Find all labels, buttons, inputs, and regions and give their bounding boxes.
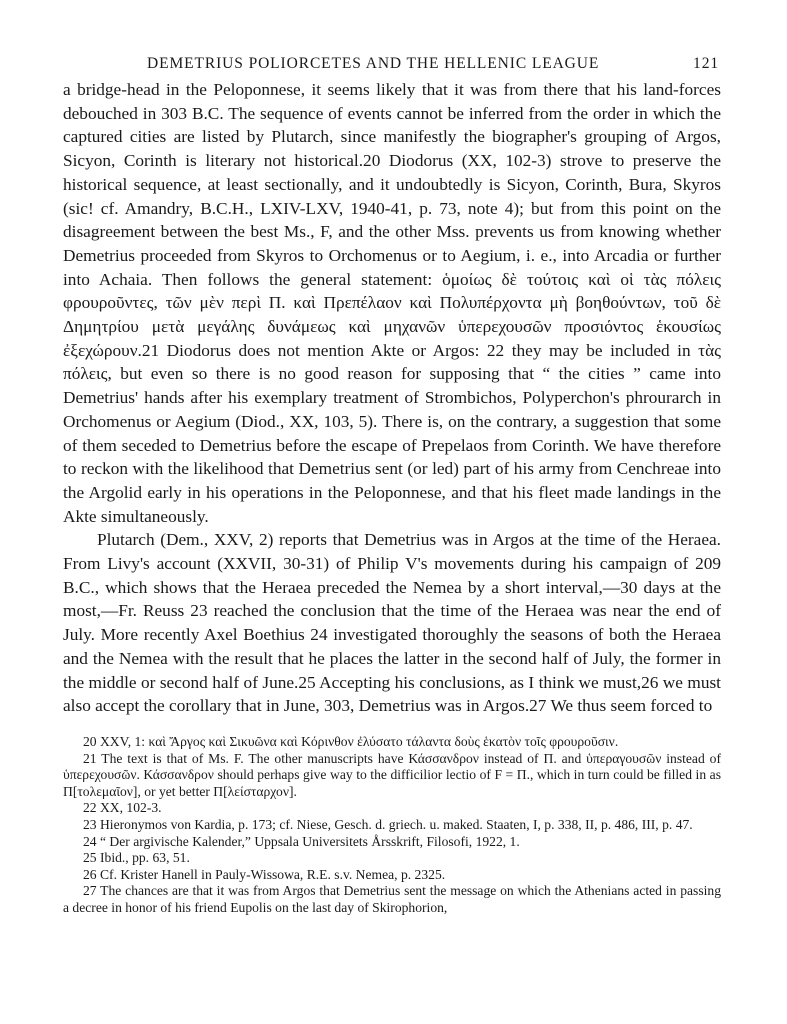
footnote-21: 21 The text is that of Ms. F. The other manuscripts have Κάσσανδρον instead of Π. and ὑπεραγουσῶν instead of ὑπερεχουσῶν. Κάσσανδρον should perhaps give way to the difficilior lectio of F = Π., which in turn could be filled in as Π[τολεμαῖον], or yet better Π[λείσταρχον].	[63, 750, 721, 799]
body-paragraph-2: Plutarch (Dem., XXV, 2) reports that Demetrius was in Argos at the time of the Heraea. From Livy's account (XXVII, 30-31) of Philip V's movements during his campaign of 209 B.C., which shows that the Heraea preceded the Nemea by a short interval,—30 days at the most,—Fr. Reuss 23 reached the conclusion that the time of the Heraea was near the end of July. More recently Axel Boethius 24 investigated thoroughly the seasons of both the Heraea and the Nemea with the result that he places the latter in the second half of July, the former in the middle or second half of June.25 Accepting his conclusions, as I think we must,26 we must also accept the corollary that in June, 303, Demetrius was in Argos.27 We thus seem forced to	[63, 530, 721, 716]
footnote-22: 22 XX, 102-3.	[83, 800, 162, 816]
footnote-24: 24 “ Der argivische Kalender,” Uppsala Universitets Årsskrift, Filosofi, 1922, 1.	[83, 833, 520, 849]
footnote-27: 27 The chances are that it was from Argos that Demetrius sent the message on which the Athenians acted in passing a decree in honor of his friend Eupolis on the last day of Skirophorion,	[63, 883, 721, 915]
footnote-20: 20 XXV, 1: καὶ Ἄργος καὶ Σικυῶνα καὶ Κόρινθον ἐλύσατο τάλαντα δοὺς ἑκατὸν τοῖς φρουροῦσιν.	[83, 733, 619, 749]
page-number: 121	[693, 55, 719, 72]
footnotes	[63, 734, 721, 917]
running-head: DEMETRIUS POLIORCETES AND THE HELLENIC LEAGUE	[147, 55, 600, 72]
footnote-26: 26 Cf. Krister Hanell in Pauly-Wissowa, R.E. s.v. Nemea, p. 2325.	[83, 866, 446, 882]
body-paragraph-1: a bridge-head in the Peloponnese, it seems likely that it was from there that his land-forces debouched in 303 B.C. The sequence of events cannot be inferred from the order in which the captured cities are listed by Plutarch, since manifestly the biographer's grouping of Argos, Sicyon, Corinth is literary not historical.20 Diodorus (XX, 102-3) strove to preserve the historical sequence, at least sectionally, and it undoubtedly is Sicyon, Corinth, Bura, Skyros (sic! cf. Amandry, B.C.H., LXIV-LXV, 1940-41, p. 73, note 4); but from this point on the disagreement between the best Ms., F, and the other Mss. prevents us from knowing whether Demetrius proceeded from Skyros to Orchomenus or to Aegium, i. e., into Arcadia or further into Achaia. Then follows the general statement: ὁμοίως δὲ τούτοις καὶ οἱ τὰς πόλεις φρουροῦντες, τῶν μὲν περὶ Π. καὶ Πρεπέλαον καὶ Πολυπέρχοντα μὴ βοηθούντων, τοῦ δὲ Δημητρίου μετὰ μεγάλης δυνάμεως καὶ μηχανῶν ὑπερεχουσῶν προσιόντος ἑκουσίως ἐξεχώρουν.21 Diodorus does not mention Akte or Argos: 22 they may be included in τὰς πόλεις, but even so there is no good reason for supposing that “ the cities ” came into Demetrius' hands after his exemplary treatment of Strombichos, Polyperchon's phrourarch in Orchomenus or Aegium (Diod., XX, 103, 5). There is, on the contrary, a suggestion that some of them seceded to Demetrius before the escape of Prepelaos from Corinth. We have therefore to reckon with the likelihood that Demetrius sent (or led) part of his army from Cenchreae into the Argolid early in his operations in the Peloponnese, and that his fleet made landings in the Akte simultaneously.	[63, 80, 721, 526]
footnote-25: 25 Ibid., pp. 63, 51.	[83, 850, 190, 866]
page-header	[63, 50, 721, 78]
body-text	[63, 78, 721, 718]
footnote-23: 23 Hieronymos von Kardia, p. 173; cf. Niese, Gesch. d. griech. u. maked. Staaten, I, p. 338, II, p. 486, III, p. 47.	[83, 816, 693, 832]
page	[63, 50, 721, 917]
